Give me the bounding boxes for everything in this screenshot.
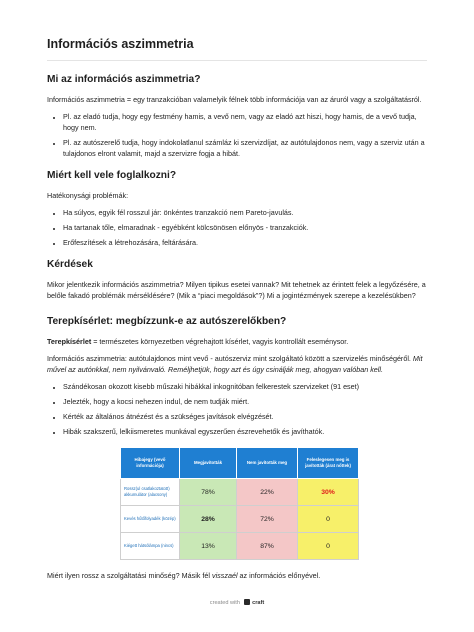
list-item: • Kérték az általános átnézést és a szükséges javítások elvégzését.	[63, 411, 427, 422]
table-cell: 87%	[237, 533, 298, 560]
definition-term: Terepkísérlet	[47, 337, 92, 346]
list-item: • Pl. az eladó tudja, hogy egy festmény hamis, a vevő nem, vagy az eladó azt hiszi, hogy hamis, de a vevő tudja, hogy nem.	[63, 111, 427, 133]
footer-created-text: created with	[209, 600, 240, 606]
table-cell: 13%	[180, 533, 237, 560]
row-label: Rossz(ul csatlakoztatott) akkumulátor (alacsony)	[121, 479, 180, 506]
list-item: • Szándékosan okozott kisebb műszaki hibákkal inkognitóban felkerestek szervizeket (91 eset)	[63, 381, 427, 392]
table-row	[121, 506, 359, 533]
table-row	[121, 479, 359, 506]
table-cell: 0	[298, 533, 359, 560]
column-header: Megjavították	[180, 448, 237, 479]
table-cell: 72%	[237, 506, 298, 533]
section-heading-what-is: Mi az információs aszimmetria?	[47, 74, 201, 85]
page-title: Információs aszimmetria	[47, 37, 194, 51]
table-cell: 28%	[180, 506, 237, 533]
table-cell: 30%	[298, 479, 359, 506]
document	[47, 36, 427, 587]
column-header: Feleslegesen meg is javították (árat nőttek)	[298, 448, 359, 479]
section-heading-field-experiment: Terepkísérlet: megbízzunk-e az autószerelőkben?	[47, 316, 287, 327]
field-experiment-definition	[47, 336, 427, 347]
closing-text-end: az információs előnyével.	[237, 571, 321, 580]
row-label: Kiégett hátsólámpa (nincs)	[121, 533, 180, 560]
closing-text: Miért ilyen rossz a szolgáltatási minőség? Másik fél	[47, 571, 212, 580]
column-header: Nem javították meg	[237, 448, 298, 479]
section-heading-why: Miért kell vele foglalkozni?	[47, 170, 177, 181]
results-table	[120, 447, 359, 560]
table-cell: 22%	[237, 479, 298, 506]
list-item: • Ha súlyos, egyik fél rosszul jár: önkéntes tranzakció nem Pareto-javulás.	[63, 207, 427, 218]
list-item: • Hibák szakszerű, lelkiismeretes munkával egyszerűen észrevehetők és javíthatók.	[63, 426, 427, 437]
craft-logo-icon	[244, 599, 250, 605]
closing-italic-text: visszaél	[211, 571, 238, 580]
experiment-list	[47, 381, 427, 437]
definition-text: = természetes környezetben végrehajtott kísérlet, vagyis kontrollált eseménysor.	[91, 337, 349, 346]
column-header: Hibajegy (vevő információja)	[121, 448, 180, 479]
definition-paragraph: Információs aszimmetria = egy tranzakcióban valamelyik félnek több információja van az áruról vagy a szolgáltatásról.	[47, 95, 422, 104]
asymmetry-text: Információs aszimmetria: autótulajdonos mint vevő - autószerviz mint szolgáltató között a szervizelés minőségéről.	[47, 354, 411, 363]
example-list	[47, 111, 427, 159]
table-header-row	[121, 448, 359, 479]
table-row	[121, 533, 359, 560]
questions-paragraph: Mikor jelentkezik információs aszimmetria? Milyen tipikus esetei vannak? Mit tehetnek az érintett felek a legyőzésére, a belőle fakadó problémák mérséklésére? (Mik a “piaci megoldások”?) Mi a jogintézmények szerepe a kezelésükben?	[47, 280, 426, 300]
table-cell: 78%	[180, 479, 237, 506]
closing-paragraph	[47, 570, 427, 581]
problems-list	[47, 207, 427, 248]
efficiency-intro: Hatékonysági problémák:	[47, 191, 129, 200]
section-heading-questions: Kérdések	[47, 259, 93, 270]
asymmetry-paragraph	[47, 353, 427, 375]
list-item: • Pl. az autószerelő tudja, hogy indokolatlanul számláz ki szervizdíjat, az autótulajdonos nem, vagy a szerviz után a tulajdonos elront valamit, majd a szervizre fogja a hibát.	[63, 137, 427, 159]
table-cell: 0	[298, 506, 359, 533]
row-label: Kevés hűtőfolyadék (közép)	[121, 506, 180, 533]
list-item: • Ha tartanak tőle, elmaradnak - egyébként kölcsönösen előnyös - tranzakciók.	[63, 222, 427, 233]
footer	[0, 599, 474, 606]
list-item: • Jelezték, hogy a kocsi nehezen indul, de nem tudják miért.	[63, 396, 427, 407]
list-item: • Erőfeszítések a létrehozására, feltárására.	[63, 237, 427, 248]
title-divider	[47, 60, 427, 61]
craft-link[interactable]: craft	[252, 600, 265, 606]
asymmetry-italic-text: Mit művel az autónkkal, nem nyilvánvaló. Reméljhetjük, hogy azt és úgy csinálják meg, ahogyan valóban kell.	[47, 354, 423, 374]
